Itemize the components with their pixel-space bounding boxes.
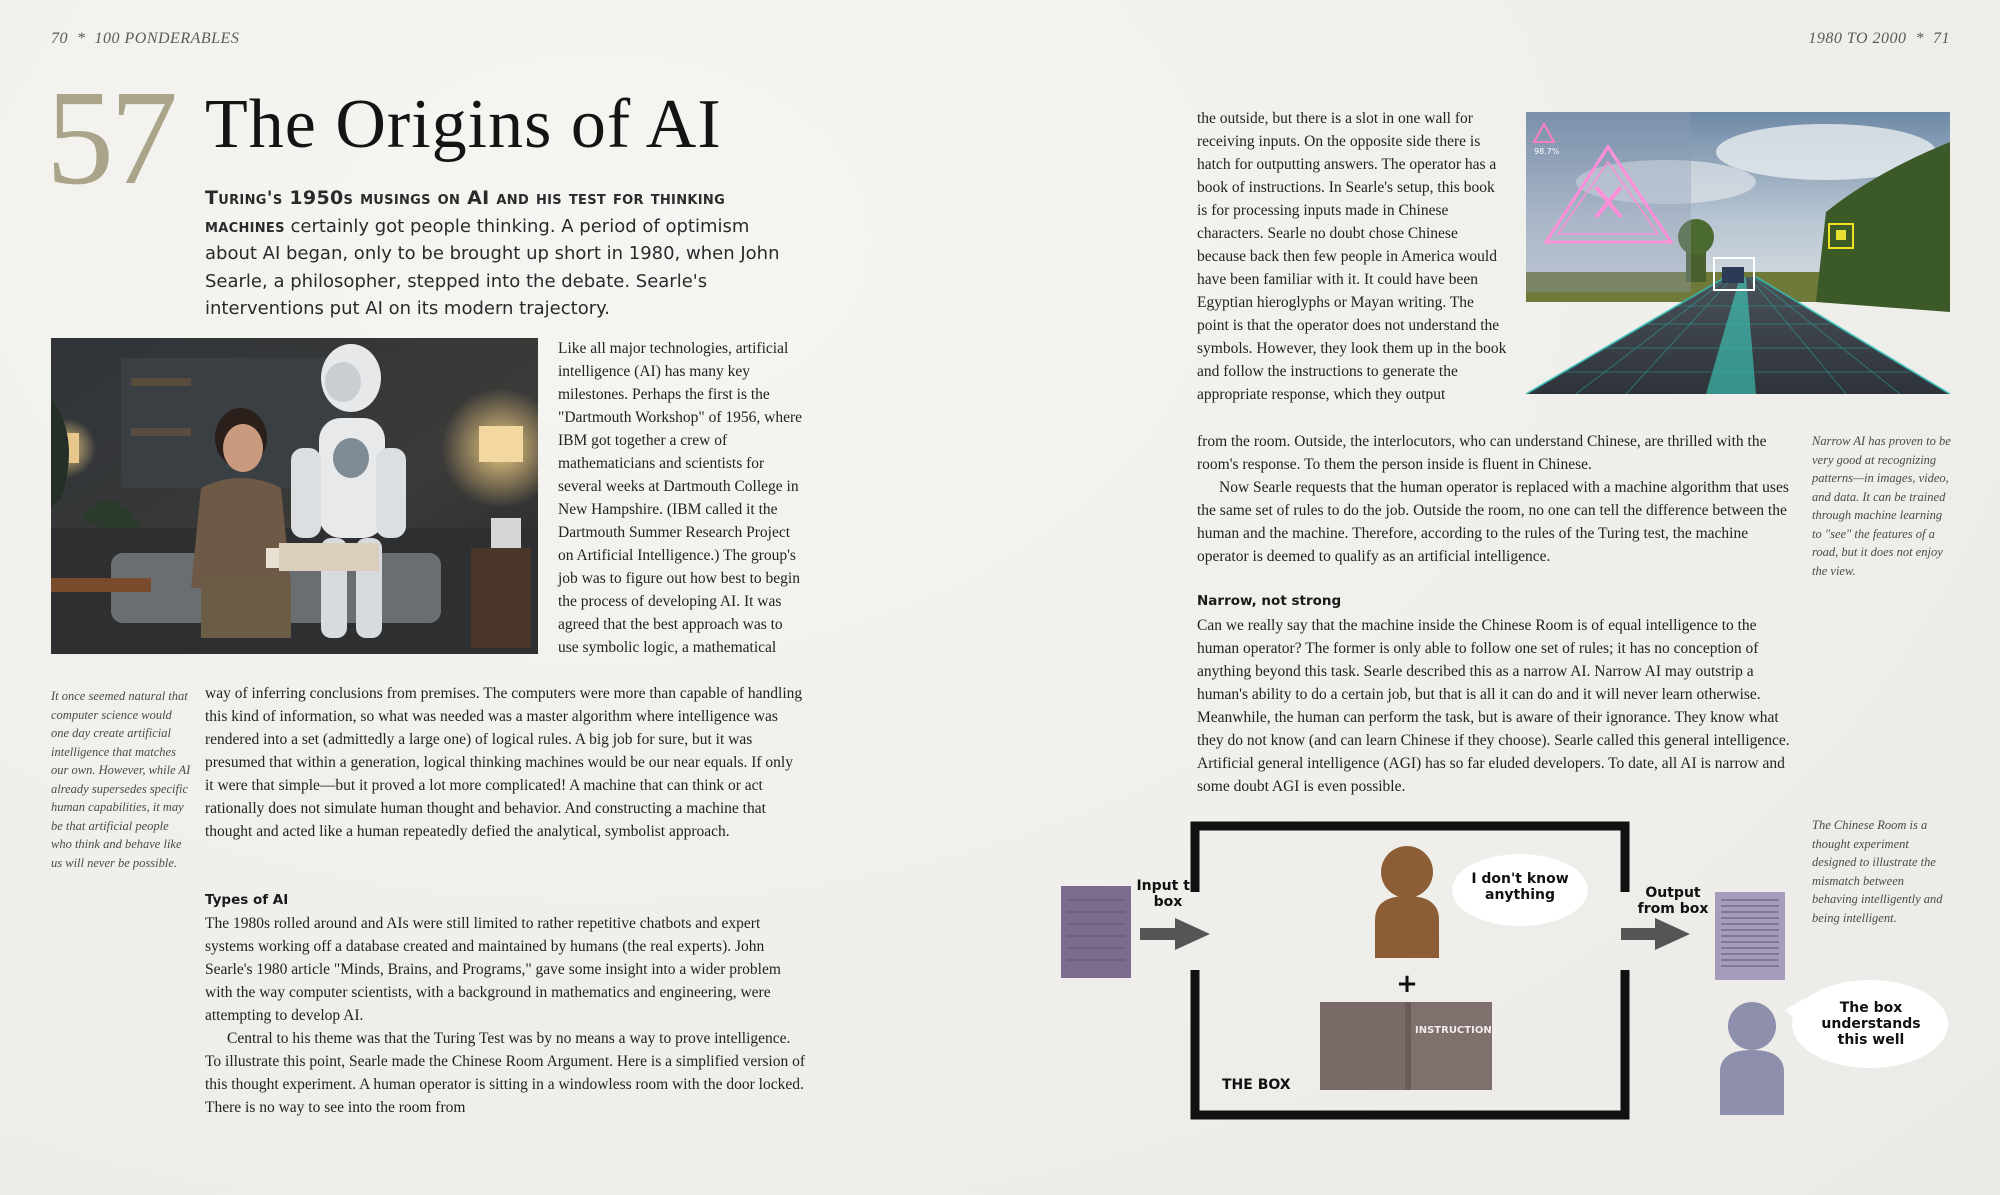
- running-head-right: [1808, 30, 1950, 48]
- left-body-narrow: Like all major technologies, artificial intelligence (AI) has many key milestones. Perhaps the first is the "Dartmouth Workshop" of 1956, where IBM got together a crew of mathematicians and scientists for several weeks at Dartmouth College in New Hampshire. (IBM called it the Dartmouth Summer Research Project on Artificial Intelligence.) The group's job was to figure out how best to begin the process of developing AI. It was agreed that the best approach was to use symbolic logic, a mathematical: [558, 340, 803, 656]
- section-range: 1980 TO 2000: [1808, 30, 1907, 47]
- section-heading-types: Types of AI: [205, 892, 289, 908]
- types-paragraph-2: Central to his theme was that the Turing Test was by no means a way to prove intelligence. To illustrate this point, Searle made the Chinese Room Argument. Here is a simplified version of this thought experiment. A human operator is sitting in a windowless room with the door locked. There is no way to see into the room from: [205, 1030, 806, 1116]
- outsider-speech: The box understands this well: [1821, 1000, 1921, 1048]
- chinese-room-diagram: [1055, 820, 1975, 1120]
- separator-star-icon: *: [1911, 30, 1929, 47]
- input-label: Input to box: [1136, 878, 1200, 910]
- section-heading-narrow: Narrow, not strong: [1197, 593, 1342, 609]
- operator-speech: I don't know anything: [1471, 871, 1569, 903]
- book-title: 100 PONDERABLES: [94, 30, 240, 47]
- right-body-wide: [1197, 430, 1797, 568]
- narrow-paragraph: Can we really say that the machine inside the Chinese Room is of equal intelligence to the human operator? The former is only able to follow one set of rules; it has no conception of anything beyond this task. Searle described this as a narrow AI. Narrow AI may outstrip a human's ability to do a certain job, but that is all it can do and it will never learn otherwise. Meanwhile, the human can perform the task, but is aware of their ignorance. They know what they do not know (and can learn Chinese if they choose). Searle called this general intelligence. Artificial general intelligence (AGI) has so far eluded developers. To date, all AI is narrow and some doubt AGI is even possible.: [1197, 617, 1790, 795]
- separator-star-icon: *: [72, 30, 90, 47]
- types-section: [205, 912, 805, 1119]
- caption-chinese-room: The Chinese Room is a thought experiment designed to illustrate the mismatch between behaving intelligently and being intelligent.: [1812, 818, 1943, 925]
- intro-lead: Turing's 1950s musings on AI and his test for thinking machines: [205, 187, 726, 237]
- right-paragraph-1-end: from the room. Outside, the interlocutors, who can understand Chinese, are thrilled with the room's response. To them the person inside is fluent in Chinese.: [1197, 433, 1767, 473]
- output-arrow-icon: [1621, 918, 1690, 950]
- page-number-left: 70: [51, 30, 68, 47]
- hud-readout: 98.7%: [1534, 147, 1560, 156]
- book-label: INSTRUCTIONS: [1415, 1025, 1499, 1036]
- instructions-book-icon: [1320, 1002, 1492, 1090]
- intro-paragraph: [205, 185, 805, 323]
- boy-robot-photo: [51, 338, 538, 654]
- page-number-right: 71: [1933, 30, 1950, 47]
- output-label: Output from box: [1637, 885, 1709, 917]
- box-label: THE BOX: [1222, 1077, 1291, 1093]
- plus-sign: +: [1396, 969, 1418, 999]
- chapter-number: 57: [46, 63, 174, 213]
- caption-road: Narrow AI has proven to be very good at recognizing patterns—in images, video, and data. It can be trained through machine learning to "see" the features of a road, but it does not enjoy the view.: [1812, 434, 1951, 578]
- types-paragraph-1: The 1980s rolled around and AIs were still limited to rather repetitive chatbots and expert systems working off a database created and maintained by humans (the real experts). John Searle's 1980 article "Minds, Brains, and Programs," gave some insight into a wider problem with the way computer scientists, with a background in mathematics and engineering, were attempting to develop AI.: [205, 915, 781, 1024]
- operator-figure: [1375, 846, 1439, 958]
- intro-text: certainly got people thinking. A period of optimism about AI began, only to be brought up short in 1980, when John Searle, a philosopher, stepped into the debate. Searle's interventions put AI on its modern trajectory.: [205, 215, 780, 319]
- right-body-narrow: the outside, but there is a slot in one wall for receiving inputs. On the opposite side there is hatch for outputting answers. The operator has a book of instructions. In Searle's setup, this book is for processing inputs made in Chinese characters. Searle no doubt chose Chinese because back then few people in America would have been familiar with it. It could have been Egyptian hieroglyphs or Mayan writing. The point is that the operator does not understand the symbols. However, they look them up in the book and follow the instructions to generate the appropriate response, which they output: [1197, 110, 1507, 403]
- left-body-wide: way of inferring conclusions from premises. The computers were more than capable of handling this kind of information, so what was needed was a master algorithm where intelligence was rendered into a set (admittedly a large one) of logical rules. A big job for sure, but it was presumed that within a generation, logical thinking machines would be our near equals. If only it were that simple—but it proved a lot more complicated! A machine that can think or act rationally does not simulate human thought and behavior. And constructing a machine that thought and acted like a human repeatedly defied the analytical, symbolist approach.: [205, 685, 803, 840]
- self-driving-road-photo: [1526, 112, 1950, 394]
- running-head-left: [51, 30, 239, 48]
- outsider-figure: [1720, 1002, 1784, 1115]
- caption-left: It once seemed natural that computer science would one day create artificial intelligence that matches our own. However, while AI already supersedes specific human capabilities, it may be that artificial people who think and behave like us will never be possible.: [51, 689, 191, 870]
- page-title: The Origins of AI: [205, 86, 722, 163]
- right-paragraph-2: Now Searle requests that the human operator is replaced with a machine algorithm that uses the same set of rules to do the job. Outside the room, no one can tell the difference between the human and the machine. Therefore, according to the rules of the Turing test, the machine operator is deemed to qualify as an artificial intelligence.: [1197, 479, 1789, 565]
- input-arrow-icon: [1140, 918, 1210, 950]
